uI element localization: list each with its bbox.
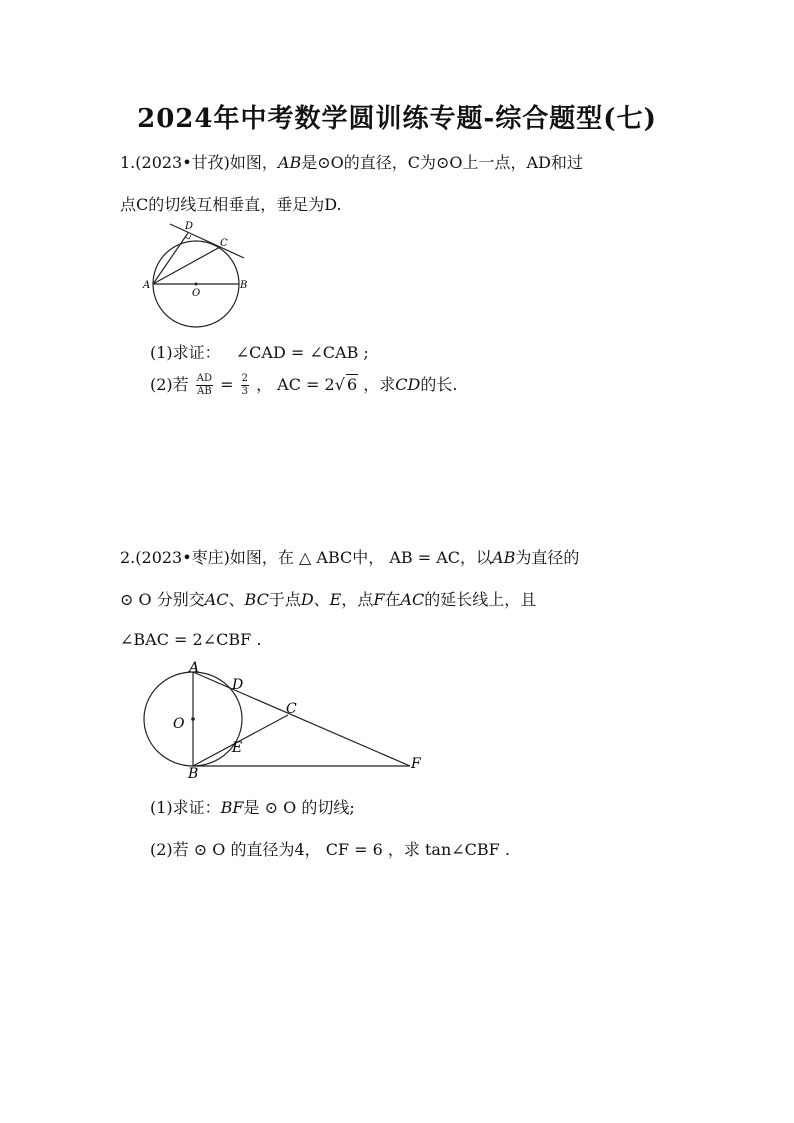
- q2-part-1: [150, 795, 355, 818]
- q2-label-f: F: [411, 756, 421, 772]
- q2-text: 2.(2023•枣庄)如图，在 △ ABC中， AB = AC，以: [120, 548, 493, 567]
- q2-ac2: AC: [400, 590, 425, 609]
- q1-label-o: O: [192, 288, 201, 299]
- q1-fraction-2-3: [241, 373, 249, 398]
- q2-e: E: [329, 590, 342, 609]
- fraction-numerator: 2: [241, 373, 248, 384]
- q1-text: 1.(2023•甘孜)如图，: [120, 153, 278, 172]
- q2-text: 、: [313, 590, 330, 609]
- q2-text: 于点: [268, 590, 301, 609]
- q1-part-2: [150, 372, 457, 398]
- q2-label-a: A: [189, 660, 200, 676]
- q2-part1-label: (1)求证：: [150, 798, 221, 817]
- q2-text: ，点: [341, 590, 374, 609]
- page-title: 2024年中考数学圆训练专题-综合题型(七): [137, 104, 657, 134]
- q2-line-2: [120, 587, 536, 610]
- q1-segment-ad: [153, 233, 188, 284]
- q2-line-3: ∠BAC = 2∠CBF .: [120, 630, 262, 649]
- q2-center-dot: [191, 717, 195, 721]
- q1-text: ，求: [363, 375, 396, 394]
- q1-text: 的长.: [420, 375, 458, 394]
- q1-segment-ac: [153, 247, 220, 284]
- q1-label-c: C: [220, 238, 228, 249]
- q2-label-c: C: [286, 701, 297, 717]
- q1-label-a: A: [143, 280, 151, 291]
- q1-fraction-ad-ab: [196, 373, 213, 398]
- q2-text: 、: [228, 590, 245, 609]
- q1-center-dot: [195, 283, 198, 286]
- q2-ab: AB: [492, 548, 516, 567]
- q1-part1-expr: ∠CAD = ∠CAB ;: [235, 343, 369, 362]
- q1-label-b: B: [240, 280, 248, 291]
- q1-ac-value: ， AC = 2: [256, 375, 335, 394]
- q2-part-2: (2)若 ⊙ O 的直径为4， CF = 6 ，求 tan∠CBF .: [150, 840, 510, 859]
- q2-line-1: [120, 545, 579, 568]
- sqrt-sign: √: [334, 375, 345, 394]
- q1-figure: [140, 218, 260, 330]
- q2-label-o: O: [173, 716, 185, 732]
- q2-f: F: [373, 590, 385, 609]
- fraction-denominator: 3: [241, 386, 248, 397]
- q2-bc: BC: [244, 590, 269, 609]
- q1-line-2: 点C的切线互相垂直，垂足为D.: [120, 195, 342, 214]
- q2-text: 的延长线上，且: [424, 590, 537, 609]
- q2-label-d: D: [232, 677, 244, 693]
- q1-part2-label: (2)若: [150, 375, 189, 394]
- q1-text: 是⊙O的直径，C为⊙O上一点，AD和过: [301, 153, 583, 172]
- q1-equals: =: [220, 375, 234, 394]
- q2-text: 在: [384, 590, 401, 609]
- q2-bf: BF: [220, 798, 244, 817]
- q1-cd: CD: [395, 375, 421, 394]
- q2-label-b: B: [188, 766, 199, 780]
- q2-label-e: E: [232, 740, 243, 756]
- q2-d: D: [300, 590, 314, 609]
- q2-text: 为直径的: [515, 548, 580, 567]
- q2-ac: AC: [204, 590, 229, 609]
- fraction-denominator: AB: [197, 386, 212, 397]
- q2-text: ⊙ O 分别交: [120, 590, 205, 609]
- q2-figure: [140, 660, 430, 780]
- fraction-numerator: AD: [196, 373, 213, 384]
- q2-part1-end: 是 ⊙ O 的切线;: [243, 798, 355, 817]
- q1-line-1: [120, 150, 583, 173]
- q1-ab: AB: [277, 153, 302, 172]
- q2-line-af: [193, 672, 410, 766]
- q1-part-1: [150, 340, 369, 363]
- q1-part1-label: (1)求证：: [150, 343, 221, 362]
- q1-sqrt-radicand: 6: [346, 375, 358, 394]
- q1-label-d: D: [185, 221, 194, 232]
- q1-tangent-line: [170, 224, 244, 258]
